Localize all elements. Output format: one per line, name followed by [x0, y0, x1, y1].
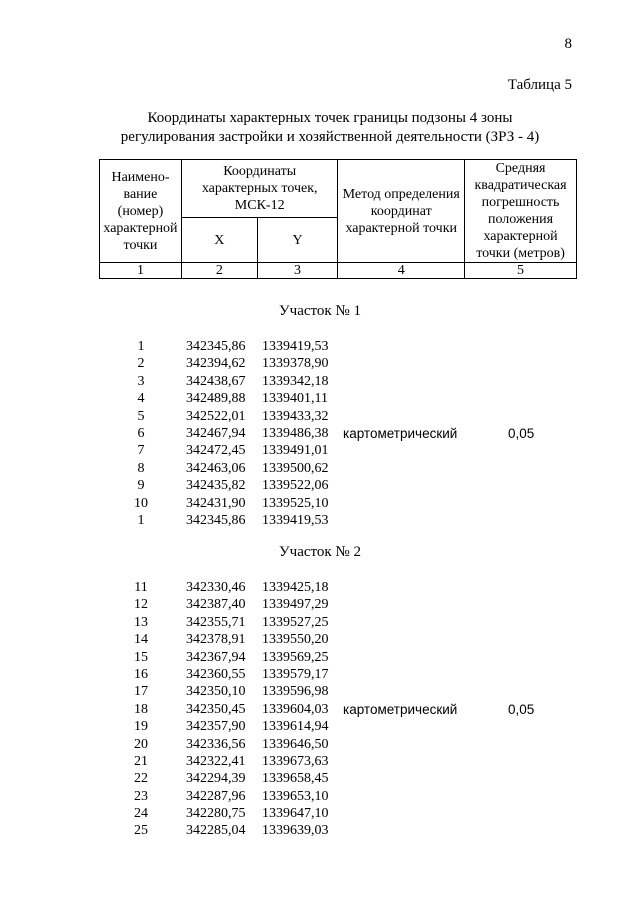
y-coordinate: 1339419,53: [262, 339, 329, 354]
point-number: 5: [137, 408, 145, 424]
x-coordinate: 342350,45: [186, 701, 246, 717]
table-row: [0, 495, 640, 512]
table-header: [99, 159, 577, 279]
y-coordinate: 1339433,32: [262, 408, 329, 424]
x-coordinate: 342387,40: [186, 597, 246, 613]
method-value: картометрический: [343, 425, 458, 441]
y-coordinate: 1339653,10: [262, 788, 329, 804]
column-number: 2: [181, 263, 257, 279]
table-row: [0, 512, 640, 529]
x-coordinate: 342472,45: [186, 443, 246, 459]
x-coordinate: 342330,46: [186, 580, 246, 595]
header-error: Средняя квадратическая погрешность положения характерной точки (метров): [465, 160, 577, 263]
table-row: [0, 718, 640, 735]
y-coordinate: 1339604,03: [262, 701, 329, 717]
column-number: 4: [338, 263, 465, 279]
x-coordinate: 342367,94: [186, 649, 246, 665]
x-coordinate: 342357,90: [186, 719, 246, 735]
y-coordinate: 1339550,20: [262, 632, 329, 648]
header-point-name: Наимено- вание (номер) характерной точки: [100, 160, 182, 263]
y-coordinate: 1339646,50: [262, 736, 329, 752]
x-coordinate: 342360,55: [186, 666, 246, 682]
x-coordinate: 342463,06: [186, 460, 246, 476]
column-number: 1: [100, 263, 182, 279]
y-coordinate: 1339647,10: [262, 806, 329, 822]
point-number: 3: [137, 373, 145, 389]
point-number: 23: [134, 788, 148, 804]
table-row: [0, 701, 640, 718]
table-row: [0, 390, 640, 407]
x-coordinate: 342431,90: [186, 495, 246, 511]
point-number: 17: [134, 684, 148, 700]
table-row: [0, 753, 640, 770]
title-line: регулирования застройки и хозяйственной деятельности (ЗРЗ - 4): [120, 129, 540, 145]
x-coordinate: 342285,04: [186, 823, 246, 839]
x-coordinate: 342435,82: [186, 478, 246, 494]
point-number: 19: [134, 719, 148, 735]
table-row: [0, 373, 640, 390]
y-coordinate: 1339658,45: [262, 771, 329, 787]
y-coordinate: 1339522,06: [262, 478, 329, 494]
section-rows: [0, 338, 640, 529]
error-value: 0,05: [508, 701, 535, 717]
x-coordinate: 342394,62: [186, 356, 246, 372]
x-coordinate: 342294,39: [186, 771, 246, 787]
x-coordinate: 342280,75: [186, 806, 246, 822]
point-number: 15: [134, 649, 148, 665]
table-row: [0, 338, 640, 355]
point-number: 8: [137, 460, 145, 476]
table-row: [0, 355, 640, 372]
section-title: Участок № 2: [279, 544, 361, 560]
point-number: 20: [134, 736, 148, 752]
y-coordinate: 1339527,25: [262, 614, 329, 630]
header-coordinates: Координаты характерных точек, МСК-12: [181, 160, 337, 218]
header-method: Метод определения координат характерной точки: [338, 160, 465, 263]
point-number: 9: [137, 478, 145, 494]
x-coordinate: 342336,56: [186, 736, 246, 752]
y-coordinate: 1339596,98: [262, 684, 329, 700]
header-y: Y: [257, 218, 338, 263]
point-number: 11: [134, 580, 148, 595]
point-number: 1: [137, 512, 145, 528]
point-number: 1: [137, 339, 145, 354]
x-coordinate: 342467,94: [186, 425, 246, 441]
y-coordinate: 1339673,63: [262, 753, 329, 769]
table-row: [0, 442, 640, 459]
x-coordinate: 342355,71: [186, 614, 246, 630]
section-rows: [0, 579, 640, 840]
point-number: 10: [134, 495, 148, 511]
y-coordinate: 1339639,03: [262, 823, 329, 839]
point-number: 25: [134, 823, 148, 839]
table-row: [0, 631, 640, 648]
x-coordinate: 342438,67: [186, 373, 246, 389]
table-row: [0, 666, 640, 683]
point-number: 22: [134, 771, 148, 787]
table-row: [0, 460, 640, 477]
header-numbers-row: [100, 263, 577, 279]
y-coordinate: 1339401,11: [262, 391, 328, 407]
table-label: Таблица 5: [507, 77, 572, 93]
x-coordinate: 342522,01: [186, 408, 246, 424]
table-row: [0, 477, 640, 494]
y-coordinate: 1339342,18: [262, 373, 329, 389]
y-coordinate: 1339378,90: [262, 356, 329, 372]
point-number: 16: [134, 666, 148, 682]
y-coordinate: 1339491,01: [262, 443, 329, 459]
point-number: 13: [134, 614, 148, 630]
y-coordinate: 1339425,18: [262, 580, 329, 595]
y-coordinate: 1339419,53: [262, 512, 329, 528]
point-number: 12: [134, 597, 148, 613]
table-row: [0, 770, 640, 787]
table-row: [0, 683, 640, 700]
x-coordinate: 342345,86: [186, 512, 246, 528]
x-coordinate: 342489,88: [186, 391, 246, 407]
method-value: картометрический: [343, 701, 458, 717]
table-row: [0, 596, 640, 613]
table-row: [0, 649, 640, 666]
y-coordinate: 1339500,62: [262, 460, 329, 476]
table-row: [0, 736, 640, 753]
point-number: 7: [137, 443, 145, 459]
point-number: 6: [137, 425, 145, 441]
table-title: [90, 109, 570, 147]
table-row: [0, 579, 640, 596]
y-coordinate: 1339525,10: [262, 495, 329, 511]
point-number: 2: [137, 356, 145, 372]
y-coordinate: 1339497,29: [262, 597, 329, 613]
x-coordinate: 342345,86: [186, 339, 246, 354]
point-number: 14: [134, 632, 148, 648]
x-coordinate: 342378,91: [186, 632, 246, 648]
point-number: 18: [134, 701, 148, 717]
table-row: [0, 408, 640, 425]
y-coordinate: 1339486,38: [262, 425, 329, 441]
title-line: Координаты характерных точек границы подзоны 4 зоны: [147, 110, 513, 126]
point-number: 24: [134, 806, 148, 822]
y-coordinate: 1339579,17: [262, 666, 329, 682]
section-title: Участок № 1: [279, 303, 361, 319]
point-number: 21: [134, 753, 148, 769]
x-coordinate: 342287,96: [186, 788, 246, 804]
header-x: X: [181, 218, 257, 263]
x-coordinate: 342350,10: [186, 684, 246, 700]
column-number: 5: [465, 263, 577, 279]
table-row: [0, 425, 640, 442]
table-row: [0, 788, 640, 805]
x-coordinate: 342322,41: [186, 753, 246, 769]
column-number: 3: [257, 263, 338, 279]
table-row: [0, 614, 640, 631]
page-number: 8: [564, 36, 572, 52]
y-coordinate: 1339614,94: [262, 719, 329, 735]
y-coordinate: 1339569,25: [262, 649, 329, 665]
point-number: 4: [137, 391, 145, 407]
error-value: 0,05: [508, 425, 535, 441]
table-row: [0, 805, 640, 822]
table-row: [0, 822, 640, 839]
